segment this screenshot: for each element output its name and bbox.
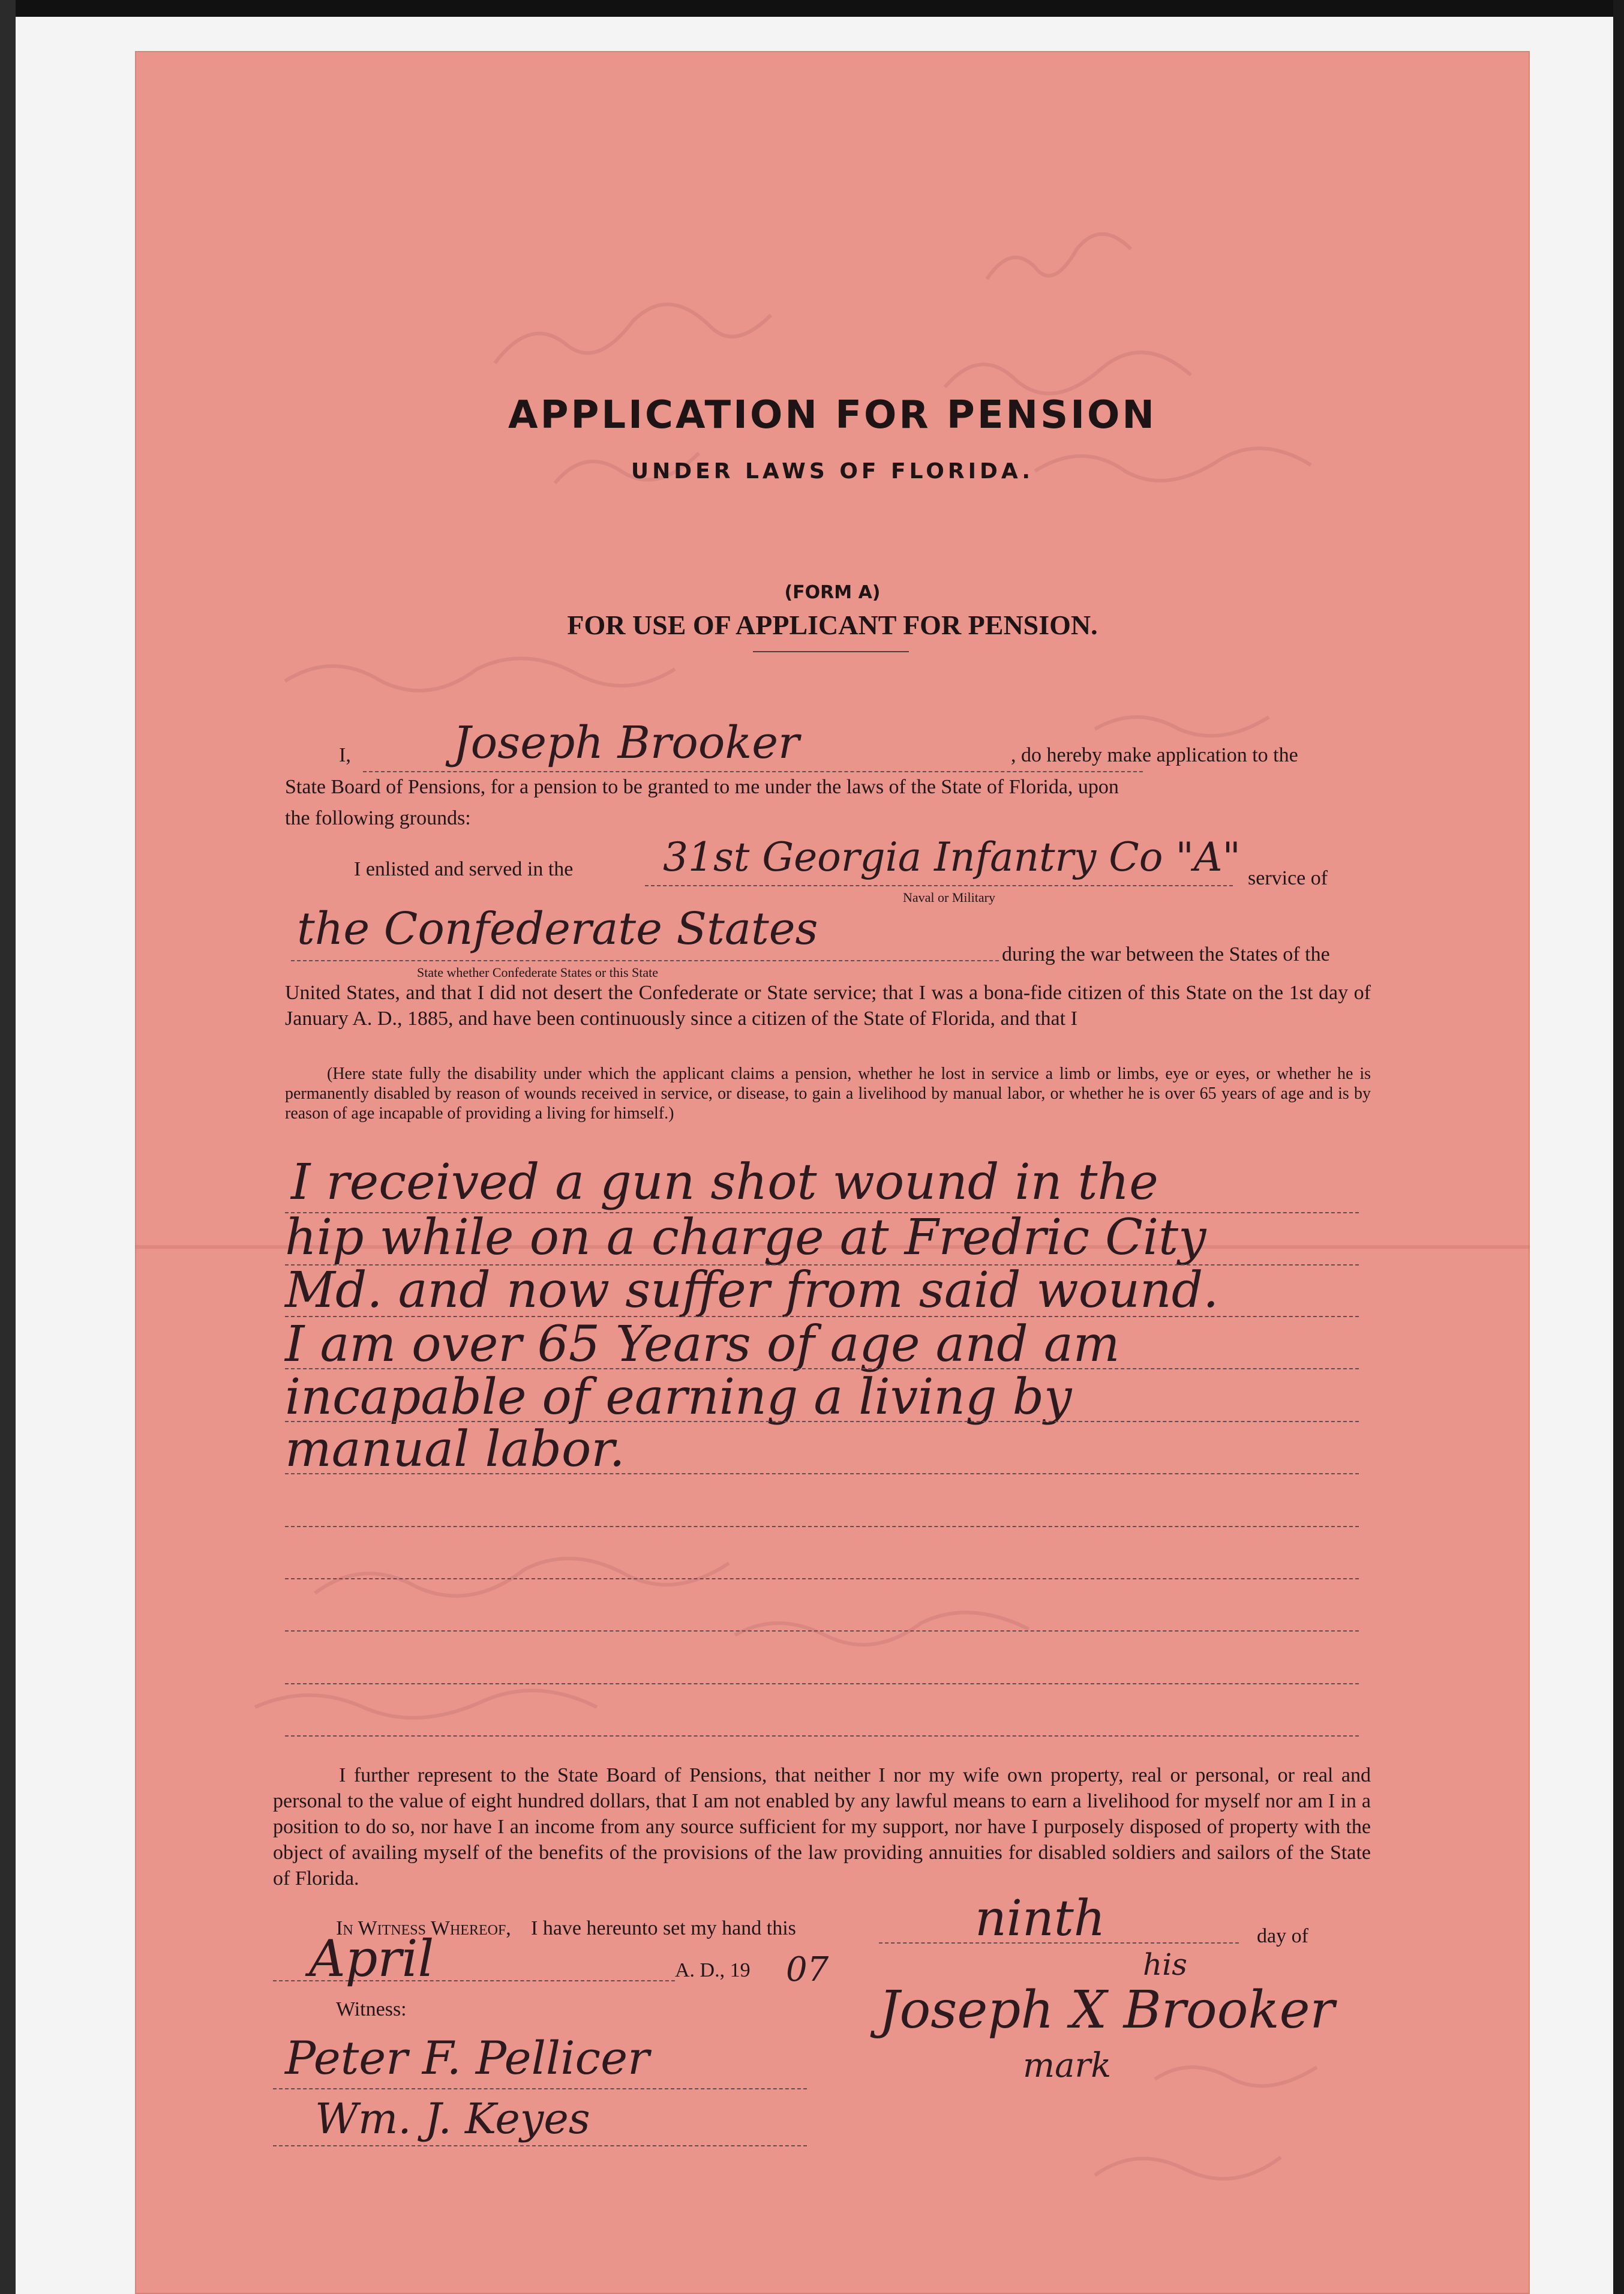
signature-mark: mark: [1023, 2046, 1112, 2085]
form-heading: FOR USE OF APPLICANT FOR PENSION.: [567, 610, 1098, 640]
witness-label: Witness:: [336, 1998, 407, 2020]
pension-form-sheet: [135, 51, 1530, 2294]
disability-rule-7: [285, 1526, 1359, 1527]
form-title: APPLICATION FOR PENSION: [508, 393, 1157, 437]
disability-line-6: manual labor.: [285, 1421, 625, 1478]
disability-line-4: I am over 65 Years of age and am: [285, 1316, 1120, 1373]
service-unit: 31st Georgia Infantry Co "A": [663, 834, 1241, 880]
disability-line-1: I received a gun shot wound in the: [291, 1154, 1158, 1211]
declaration-paragraph: United States, and that I did not desert the Confederate or State service; that I was a bona-fide citizen of this State on the 1st day of January A. D., 1885, and have been continuously since a citizen of the State of Florida, and that I: [285, 982, 1371, 1030]
service-unit-line: [645, 885, 1233, 886]
day-value: ninth: [975, 1890, 1106, 1947]
disability-rule-9: [285, 1630, 1359, 1632]
service-unit-caption: Naval or Military: [903, 890, 995, 905]
scanner-top-edge: [0, 0, 1624, 17]
month-value: April: [309, 1929, 434, 1988]
disability-instruction: (Here state fully the disability under which the applicant claims a pension, whether he lost in service a limb or limbs, eye or eyes, or whether he is permanently disabled by reason of wounds received in service, or disease, to gain a livelihood by manual labor, or whether he is over 65 years of age and is by reason of age incapable of providing a living for himself.): [285, 1064, 1371, 1123]
service-state-caption: State whether Confederate States or this State: [417, 965, 658, 980]
applicant-suffix: , do hereby make application to the: [1011, 744, 1298, 766]
witness-2-signature: Wm. J. Keyes: [315, 2094, 590, 2143]
disability-rule-8: [285, 1578, 1359, 1579]
witness-1-signature: Peter F. Pellicer: [285, 2031, 650, 2085]
applicant-prefix: I,: [339, 744, 351, 766]
scanner-left-edge: [0, 0, 16, 2294]
heading-divider: [753, 651, 909, 652]
application-line-3: the following grounds:: [285, 807, 471, 829]
witness-text: I have hereunto set my hand this: [531, 1917, 796, 1939]
witness-1-line: [273, 2088, 807, 2089]
disability-line-3: Md. and now suffer from said wound.: [285, 1262, 1219, 1319]
witness-2-line: [273, 2145, 807, 2146]
service-prefix: I enlisted and served in the: [354, 858, 574, 880]
form-label: (FORM A): [784, 582, 881, 603]
applicant-name-line: [363, 771, 1143, 772]
service-suffix: service of: [1248, 867, 1328, 889]
year-value: 07: [786, 1950, 829, 1989]
year-prefix: A. D., 19: [675, 1959, 751, 1981]
day-suffix: day of: [1257, 1925, 1308, 1947]
witness-lead: In Witness Whereof,: [336, 1917, 511, 1939]
applicant-signature: Joseph X Brooker: [879, 1980, 1335, 2040]
service-state-suffix: during the war between the States of the: [1002, 943, 1330, 965]
disability-rule-11: [285, 1735, 1359, 1737]
applicant-name: Joseph Brooker: [453, 717, 800, 769]
signature-his: his: [1143, 1947, 1187, 1982]
disability-line-5: incapable of earning a living by: [285, 1369, 1072, 1426]
scanner-right-edge: [1613, 0, 1624, 2294]
service-state-line: [291, 960, 999, 961]
disability-line-2: hip while on a charge at Fredric City: [285, 1209, 1206, 1266]
application-line-2: State Board of Pensions, for a pension to be granted to me under the laws of the State of Florida, upon: [285, 776, 1119, 798]
service-state: the Confederate States: [297, 903, 818, 955]
disability-rule-10: [285, 1683, 1359, 1684]
representation-paragraph: I further represent to the State Board of Pensions, that neither I nor my wife own property, real or personal, or real and personal to the value of eight hundred dollars, that I am not enabled by any lawful means to earn a livelihood for myself nor am I in a position to do so, nor have I an income from any source sufficient for my support, nor have I purposely disposed of property with the object of availing myself of the benefits of the provisions of the law providing annuities for disabled soldiers and sailors of the State of Florida.: [273, 1764, 1371, 1890]
disability-rule-6: [285, 1473, 1359, 1474]
form-subtitle: UNDER LAWS OF FLORIDA.: [631, 459, 1034, 484]
